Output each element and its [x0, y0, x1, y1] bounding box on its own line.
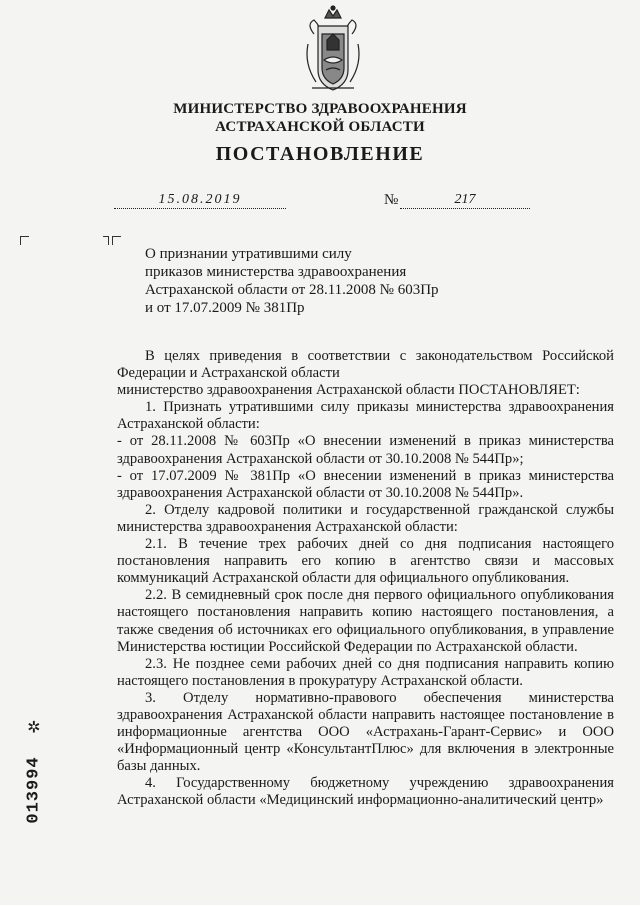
clause-2-3: 2.3. Не позднее семи рабочих дней со дня подписания направить копию настоящего постановления в прокуратуру Астраханской области.	[117, 655, 614, 689]
clause-1-item-2: - от 17.07.2009 № 381Пр «О внесении изменений в приказ министерства здравоохранения Астраханской области от 30.10.2008 № 544Пр».	[117, 467, 614, 501]
coat-of-arms-icon	[300, 4, 366, 92]
title-line: приказов министерства здравоохранения	[145, 264, 407, 280]
title-bracket-mid	[103, 236, 109, 245]
title-line: О признании утратившими силу	[145, 246, 352, 262]
decree-date: 15.08.2019	[114, 192, 286, 209]
decree-title	[145, 245, 475, 317]
clause-2: 2. Отделу кадровой политики и государственной гражданской службы министерства здравоохранения Астраханской области:	[117, 501, 614, 535]
clause-1-item-1: - от 28.11.2008 № 603Пр «О внесении изменений в приказ министерства здравоохранения Астраханской области от 30.10.2008 № 544Пр»;	[117, 433, 614, 467]
side-registration-number: 013994	[24, 756, 44, 824]
clause-2-2: 2.2. В семидневный срок после дня первого официального опубликования настоящего постановления направить копию настоящего постановления, а также сведения об источниках его официального опубликования, в управление Министерства юстиции Российской Федерации по Астраханской области.	[117, 587, 614, 655]
clause-1: 1. Признать утратившими силу приказы министерства здравоохранения Астраханской области:	[117, 399, 614, 433]
resolve-paragraph: министерство здравоохранения Астраханской области ПОСТАНОВЛЯЕТ:	[117, 382, 580, 399]
clause-2-1: 2.1. В течение трех рабочих дней со дня подписания настоящего постановления направить его копию в агентство связи и массовых коммуникаций Астраханской области для официального опубликования.	[117, 536, 614, 587]
clause-3: 3. Отделу нормативно-правового обеспечения министерства здравоохранения Астраханской области направить настоящее постановление в информационные агентства ООО «Астрахань-Гарант-Сервис» и ООО «Информационный центр «КонсультантПлюс» для включения в электронные базы данных.	[117, 689, 614, 775]
title-bracket-right	[112, 236, 121, 245]
decree-body	[117, 348, 614, 810]
title-bracket-left	[20, 236, 29, 245]
ministry-name	[0, 100, 640, 136]
clause-4: 4. Государственному бюджетному учреждению здравоохранения Астраханской области «Медицинский информационно-аналитический центр»	[117, 775, 614, 809]
number-sign: №	[384, 192, 399, 208]
stamp-star-icon: ✲	[27, 717, 41, 737]
title-line: и от 17.07.2009 № 381Пр	[145, 300, 305, 316]
decree-number: 217	[400, 192, 530, 209]
preamble-paragraph: В целях приведения в соответствии с законодательством Российской Федерации и Астраханской области	[117, 348, 614, 382]
title-line: Астраханской области от 28.11.2008 № 603Пр	[145, 282, 439, 298]
ministry-name-line2: АСТРАХАНСКОЙ ОБЛАСТИ	[215, 119, 425, 135]
ministry-name-line1: МИНИСТЕРСТВО ЗДРАВООХРАНЕНИЯ	[173, 101, 467, 117]
document-type: ПОСТАНОВЛЕНИЕ	[215, 143, 425, 165]
